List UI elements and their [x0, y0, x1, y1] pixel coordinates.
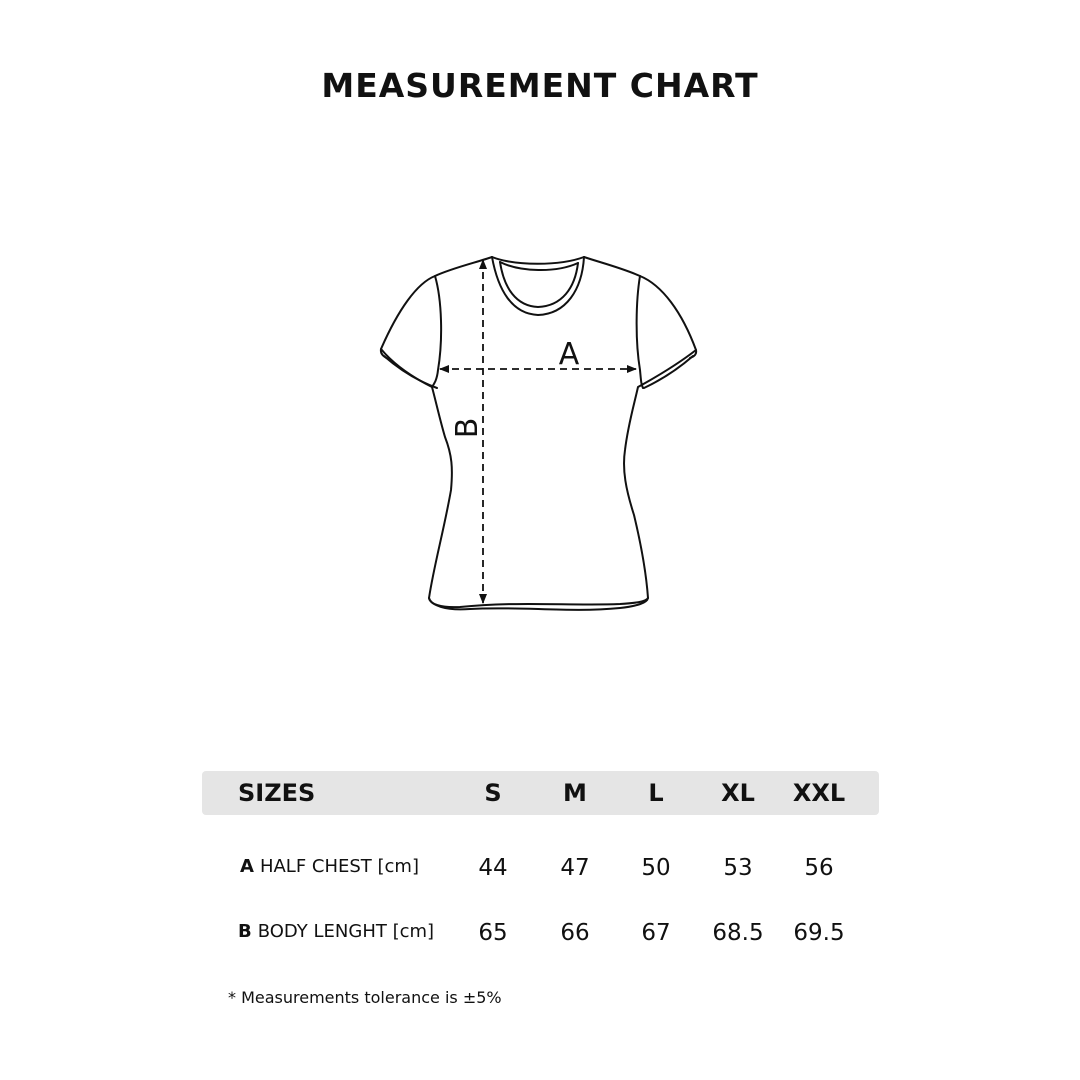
- row-label-text: HALF CHEST [cm]: [259, 856, 419, 877]
- measurement-a-label: A: [558, 337, 580, 372]
- tshirt-outline: [381, 257, 696, 610]
- table-cell: 65: [478, 920, 508, 946]
- table-cell: 66: [560, 920, 590, 946]
- table-row-half-chest: [202, 847, 879, 887]
- measurement-b-label: B: [450, 417, 485, 439]
- table-cell: 53: [723, 855, 753, 881]
- table-cell: 67: [641, 920, 671, 946]
- table-cell: 44: [478, 855, 508, 881]
- row-label: [240, 855, 419, 879]
- table-cell: 69.5: [793, 920, 845, 946]
- row-label: [238, 920, 434, 944]
- table-cell: 47: [560, 855, 590, 881]
- size-col-xl: XL: [721, 779, 755, 807]
- size-col-s: S: [484, 779, 502, 807]
- table-row-body-length: [202, 912, 879, 952]
- tolerance-note: * Measurements tolerance is ±5%: [228, 988, 502, 1007]
- page-title: MEASUREMENT CHART: [321, 66, 759, 105]
- row-key: B: [238, 921, 252, 942]
- sizes-header: SIZES: [238, 779, 316, 807]
- table-cell: 56: [804, 855, 834, 881]
- size-col-xxl: XXL: [792, 779, 846, 807]
- table-cell: 50: [641, 855, 671, 881]
- size-col-m: M: [563, 779, 587, 807]
- table-cell: 68.5: [712, 920, 764, 946]
- size-col-l: L: [648, 779, 664, 807]
- row-key: A: [240, 856, 254, 877]
- table-header-row: [202, 771, 879, 815]
- row-label-text: BODY LENGHT [cm]: [257, 921, 435, 942]
